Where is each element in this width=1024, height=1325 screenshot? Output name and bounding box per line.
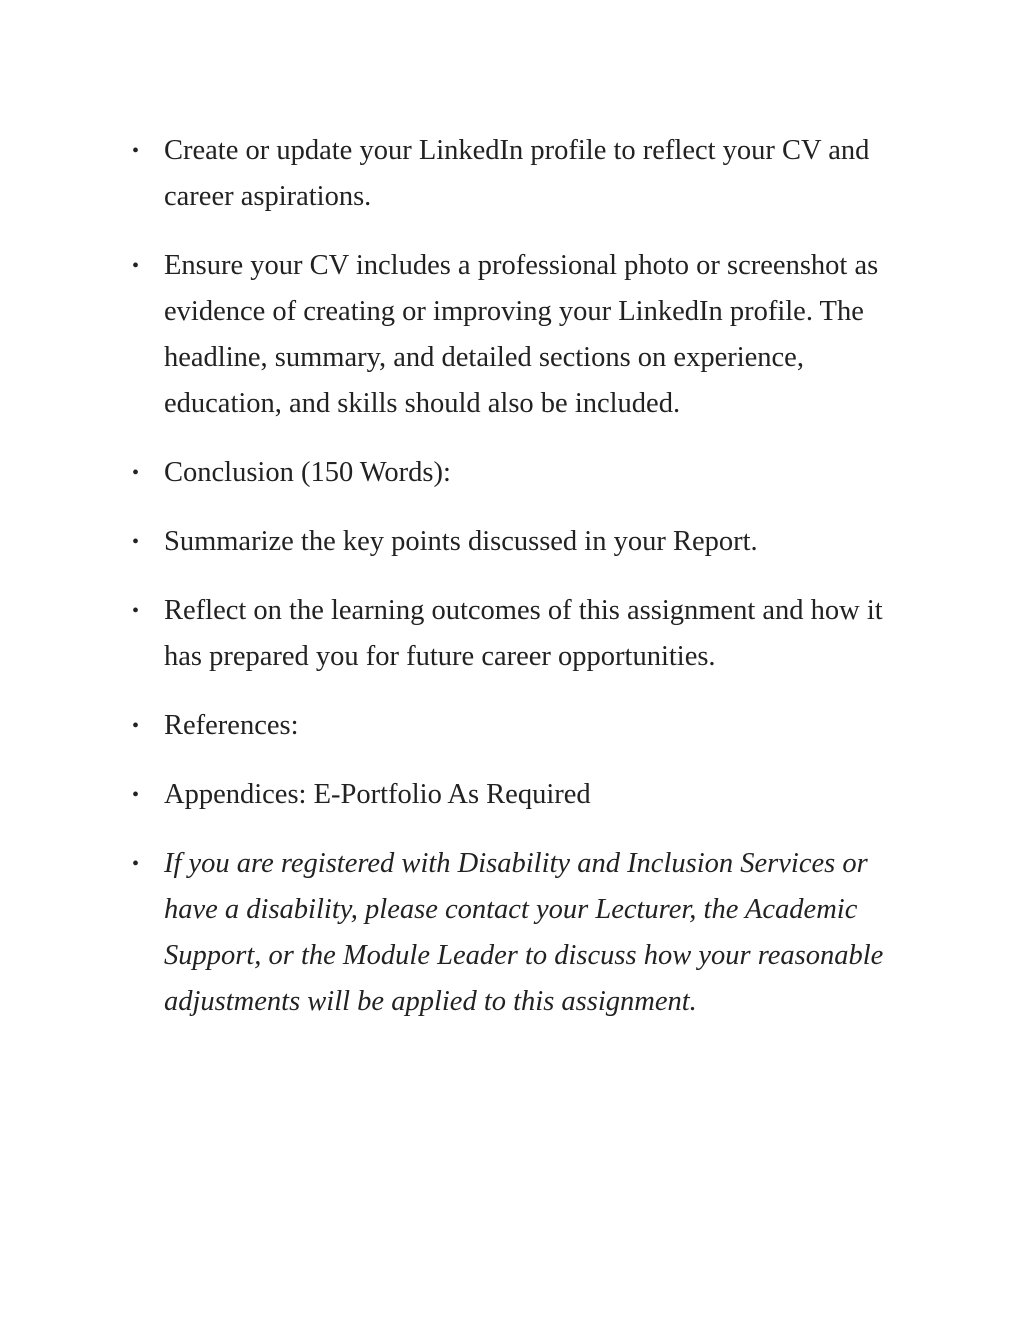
list-item-text: Conclusion (150 Words): <box>164 457 451 488</box>
list-item-cv-photo <box>132 243 924 427</box>
list-item-text: Ensure your CV includes a professional photo or screenshot as evidence of creating or improving your LinkedIn profile. The headline, summary, and detailed sections on experience, education, and skills should also be included. <box>164 250 879 419</box>
bullet-icon: • <box>132 255 140 277</box>
bullet-icon: • <box>132 784 140 806</box>
list-item-text: Reflect on the learning outcomes of this assignment and how it has prepared you for future career opportunities. <box>164 595 883 672</box>
list-item-disability-notice <box>132 841 924 1025</box>
list-item-text: References: <box>164 710 299 741</box>
list-item-appendices <box>132 772 924 818</box>
list-item-linkedin-update <box>132 128 924 220</box>
bullet-icon: • <box>132 462 140 484</box>
bullet-icon: • <box>132 853 140 875</box>
list-item-conclusion <box>132 450 924 496</box>
list-item-text: Summarize the key points discussed in your Report. <box>164 526 758 557</box>
bullet-icon: • <box>132 140 140 162</box>
bullet-list <box>132 128 924 1048</box>
list-item-references <box>132 703 924 749</box>
list-item-text: Appendices: E-Portfolio As Required <box>164 779 591 810</box>
list-item-reflect <box>132 588 924 680</box>
list-item-summarize <box>132 519 924 565</box>
list-item-text: If you are registered with Disability and Inclusion Services or have a disability, please contact your Lecturer, the Academic Support, or the Module Leader to discuss how your reasonable adjustments will be applied to this assignment. <box>164 848 884 1017</box>
bullet-icon: • <box>132 531 140 553</box>
list-item-text: Create or update your LinkedIn profile to reflect your CV and career aspirations. <box>164 135 870 212</box>
bullet-icon: • <box>132 715 140 737</box>
bullet-icon: • <box>132 600 140 622</box>
